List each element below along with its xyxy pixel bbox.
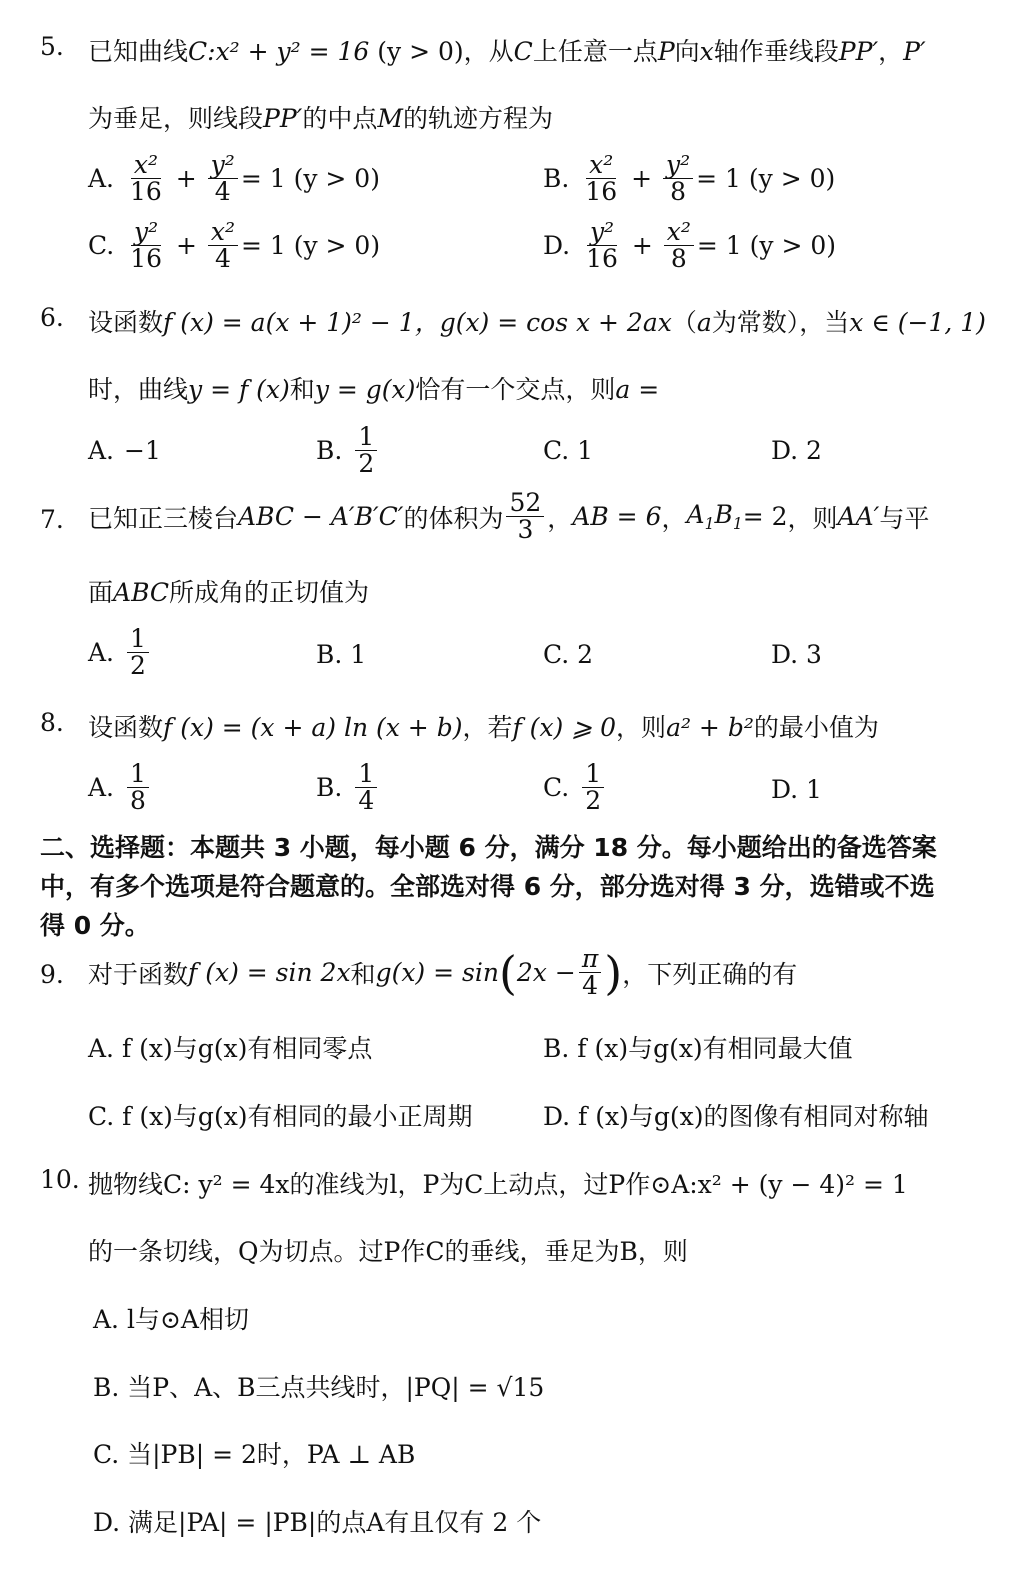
q5-option-a[interactable]: A. $\frac{\text{x²}}{16}$ + $\frac{\text{y²}}{4}$ = 1 (y > 0) bbox=[88, 150, 380, 207]
q5-number: 5. bbox=[40, 32, 64, 61]
q9-option-c[interactable]: C. f (x)与g(x)有相同的最小正周期 bbox=[88, 1102, 473, 1131]
q10-option-c[interactable]: C. 当|PB| = 2时，PA ⊥ AB bbox=[93, 1440, 416, 1469]
q6-number: 6. bbox=[40, 303, 64, 332]
q10-option-a[interactable]: A. l与⊙A相切 bbox=[93, 1305, 249, 1334]
q9-number: 9. bbox=[40, 960, 64, 989]
q5-option-d[interactable]: D. $\frac{\text{y²}}{16}$ + $\frac{\text{x²}}{8}$ = 1 (y > 0) bbox=[543, 217, 837, 274]
q5-option-c[interactable]: C. $\frac{\text{y²}}{16}$ + $\frac{\text{x²}}{4}$ = 1 (y > 0) bbox=[88, 217, 381, 274]
q8-option-c[interactable]: C. $\frac{1}{2}$ bbox=[543, 761, 607, 815]
q6-line2: 时，曲线y = f (x)和y = g(x)恰有一个交点，则a = bbox=[88, 375, 660, 404]
q9-option-d[interactable]: D. f (x)与g(x)的图像有相同对称轴 bbox=[543, 1102, 929, 1131]
q7-option-d[interactable]: D. 3 bbox=[771, 640, 822, 669]
q7-option-b[interactable]: B. 1 bbox=[316, 640, 367, 669]
q7-option-a[interactable]: A. $\frac{1}{2}$ bbox=[88, 626, 152, 680]
q8-option-d[interactable]: D. 1 bbox=[771, 775, 822, 804]
q6-option-b[interactable]: B. $\frac{1}{2}$ bbox=[316, 424, 380, 478]
q10-line2: 的一条切线，Q为切点。过P作C的垂线，垂足为B，则 bbox=[88, 1237, 688, 1266]
q9-line1: 对于函数 f (x) = sin 2x 和 g(x) = sin ( 2x − $\frac{\pi}{4}$ ) ，下列正确的有 bbox=[88, 944, 798, 1001]
section-2-heading: 二、选择题：本题共 3 小题，每小题 6 分，满分 18 分。每小题给出的备选答案中，有多个选项是符合题意的。全部选对得 6 分，部分选对得 3 分，选错或不选得 0 分。 bbox=[40, 833, 937, 940]
q8-number: 8. bbox=[40, 708, 64, 737]
q7-option-c[interactable]: C. 2 bbox=[543, 640, 594, 669]
q8-option-b[interactable]: B. $\frac{1}{4}$ bbox=[316, 761, 380, 815]
q10-line1: 抛物线C: y² = 4x的准线为l，P为C上动点，过P作⊙A:x² + (y − 4)² = 1 bbox=[88, 1170, 908, 1199]
q8-line1: 设函数f (x) = (x + a) ln (x + b)，若f (x) ⩾ 0，则a² + b²的最小值为 bbox=[88, 713, 879, 742]
q5-option-b[interactable]: B. $\frac{\text{x²}}{16}$ + $\frac{\text{y²}}{8}$ = 1 (y > 0) bbox=[543, 150, 836, 207]
q6-option-a[interactable]: A. −1 bbox=[88, 436, 161, 465]
q10-option-d[interactable]: D. 满足|PA| = |PB|的点A有且仅有 2 个 bbox=[93, 1508, 542, 1537]
q7-number: 7. bbox=[40, 505, 64, 534]
q5-line1: 已知曲线C:x² + y² = 16 (y > 0)，从C上任意一点P向x轴作垂线段PP′，P′ bbox=[88, 37, 926, 66]
q5-line2: 为垂足，则线段PP′的中点M的轨迹方程为 bbox=[88, 104, 553, 133]
q6-option-d[interactable]: D. 2 bbox=[771, 436, 822, 465]
q10-option-b[interactable]: B. 当P、A、B三点共线时，|PQ| = √15 bbox=[93, 1373, 545, 1402]
q7-line2: 面ABC所成角的正切值为 bbox=[88, 578, 370, 607]
q10-number: 10. bbox=[40, 1165, 80, 1194]
q8-option-a[interactable]: A. $\frac{1}{8}$ bbox=[88, 761, 152, 815]
q6-option-c[interactable]: C. 1 bbox=[543, 436, 594, 465]
q9-option-a[interactable]: A. f (x)与g(x)有相同零点 bbox=[88, 1034, 373, 1063]
q7-line1: 已知正三棱台 ABC − A′B′C′ 的体积为 $\frac{52}{3}$ ， AB = 6 ， $A_1B_1$ = 2 ，则 AA′ 与平 bbox=[88, 488, 930, 545]
q6-line1: 设函数f (x) = a(x + 1)² − 1，g(x) = cos x + 2ax（a为常数），当x ∈ (−1, 1) bbox=[88, 308, 986, 337]
q9-option-b[interactable]: B. f (x)与g(x)有相同最大值 bbox=[543, 1034, 853, 1063]
